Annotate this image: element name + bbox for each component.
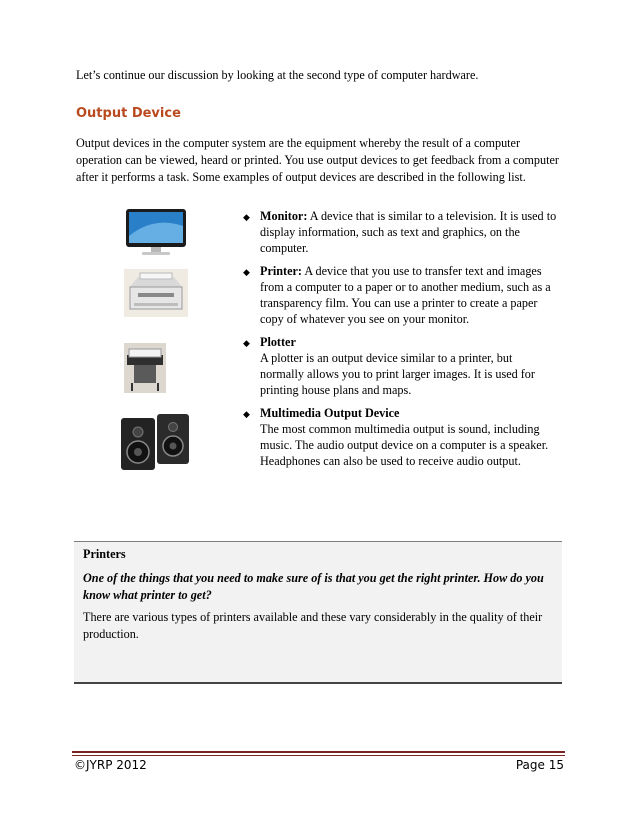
body-paragraph: Output devices in the computer system are the equipment whereby the result of a computer operation can be viewed, heard or printed. You use output devices to get feedback from a computer after it performs a task. Some examples of output devices are described in the following list. xyxy=(76,136,559,184)
item-text: The most common multimedia output is sound, including music. The audio output device on a computer is a speaker. Headphones can also be used to receive audio output. xyxy=(260,422,549,468)
item-lead: Plotter xyxy=(260,335,296,349)
bullet-icon: ◆ xyxy=(243,338,250,348)
list-item-plotter xyxy=(243,334,559,398)
bullet-icon: ◆ xyxy=(243,267,250,277)
bullet-icon: ◆ xyxy=(243,409,250,419)
item-text: A plotter is an output device similar to a printer, but normally allows you to print larger images. It is used for printing house plans and maps. xyxy=(260,351,535,397)
item-lead: Monitor: xyxy=(260,209,308,223)
printer-image xyxy=(124,269,188,317)
monitor-image xyxy=(124,208,188,258)
list-item-monitor xyxy=(243,208,559,256)
item-lead: Multimedia Output Device xyxy=(260,406,400,420)
callout-text: There are various types of printers available and these vary considerably in the quality of their production. xyxy=(83,610,543,641)
item-text: A device that is similar to a television. It is used to display information, such as text and graphics, on the computer. xyxy=(260,209,557,255)
list-item-printer xyxy=(243,263,559,327)
callout-question: One of the things that you need to make sure of is that you get the right printer. How do you know what printer to get? xyxy=(83,571,544,602)
section-heading: Output Device xyxy=(76,106,181,121)
plotter-image xyxy=(124,343,166,393)
footer-copyright: ©JYRP 2012 xyxy=(74,758,147,772)
footer-divider xyxy=(72,751,565,753)
item-lead: Printer: xyxy=(260,264,302,278)
footer-divider xyxy=(72,755,565,756)
item-text: A device that you use to transfer text and images from a computer to a paper or to another medium, such as a transparency film. You can use a printer to create a paper copy of whatever you see on your monitor. xyxy=(260,264,551,326)
bullet-icon: ◆ xyxy=(243,212,250,222)
list-item-multimedia xyxy=(243,405,559,469)
callout-title: Printers xyxy=(83,547,126,561)
intro-text: Let’s continue our discussion by looking at the second type of computer hardware. xyxy=(76,68,479,82)
speakers-image xyxy=(121,412,191,472)
printers-callout-box xyxy=(74,541,562,684)
page-number: Page 15 xyxy=(515,758,564,772)
